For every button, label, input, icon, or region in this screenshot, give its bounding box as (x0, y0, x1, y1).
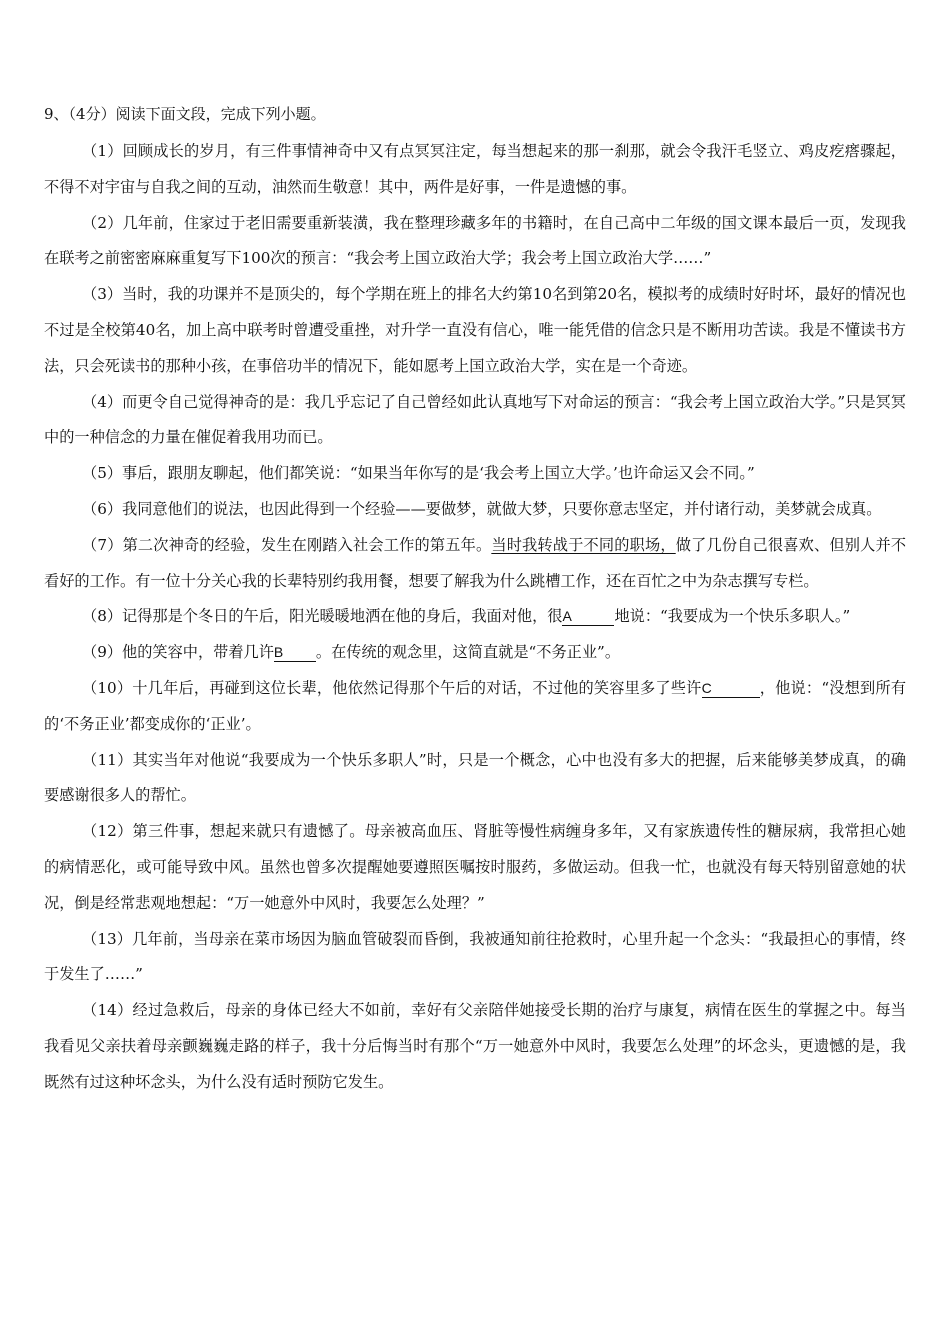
paragraph-8-text-end: 地说：“我要成为一个快乐多职人。” (614, 607, 851, 626)
paragraph-6: （6）我同意他们的说法，也因此得到一个经验——要做梦，就做大梦，只要你意志坚定，并付诸行动，美梦就会成真。 (82, 499, 882, 518)
reading-passage (44, 134, 906, 1101)
paragraph-13: （13）几年前，当母亲在菜市场因为脑血管破裂而昏倒，我被通知前往抢救时，心里升起一个念头：“我最担心的事情，终于发生了……” (44, 929, 906, 984)
paragraph-9 (44, 635, 906, 671)
question-title: 9、（4分）阅读下面文段，完成下列小题。 (44, 105, 326, 123)
blank-a: A (562, 607, 614, 626)
paragraph-12: （12）第三件事，想起来就只有遗憾了。母亲被高血压、肾脏等慢性病缠身多年，又有家族遗传性的糖尿病，我常担心她的病情恶化，或可能导致中风。虽然也曾多次提醒她要遵照医嘱按时服药，多做运动。但我一忙，也就没有每天特别留意她的状况，倒是经常悲观地想起：“万一她意外中风时，我要怎么处理？” (44, 822, 906, 912)
paragraph-10 (44, 671, 906, 743)
paragraph-2: （2）几年前，住家过于老旧需要重新装潢，我在整理珍藏多年的书籍时，在自己高中二年级的国文课本最后一页，发现我在联考之前密密麻麻重复写下100次的预言：“我会考上国立政治大学；我会考上国立政治大学……” (44, 213, 906, 268)
blank-b: B (274, 643, 316, 662)
paragraph-1: （1）回顾成长的岁月，有三件事情神奇中又有点冥冥注定，每当想起来的那一刹那，就会令我汗毛竖立、鸡皮疙瘩骤起，不得不对宇宙与自我之间的互动，油然而生敬意！其中，两件是好事，一件是遗憾的事。 (44, 142, 906, 196)
paragraph-5: （5）事后，跟朋友聊起，他们都笑说：“如果当年你写的是‘我会考上国立大学。’也许命运又会不同。” (82, 464, 755, 483)
paragraph-4: （4）而更令自己觉得神奇的是：我几乎忘记了自己曾经如此认真地写下对命运的预言：“我会考上国立政治大学。”只是冥冥中的一种信念的力量在催促着我用功而已。 (44, 392, 906, 447)
underlined-sentence: 当时我转战于不同的职场， (491, 535, 676, 554)
paragraph-7-text-start: （7）第二次神奇的经验，发生在刚踏入社会工作的第五年。 (82, 535, 492, 554)
paragraph-14: （14）经过急救后，母亲的身体已经大不如前，幸好有父亲陪伴她接受长期的治疗与康复，病情在医生的掌握之中。每当我看见父亲扶着母亲颤巍巍走路的样子，我十分后悔当时有那个“万一她意外中风时，我要怎么处理”的坏念头，更遗憾的是，我既然有过这种坏念头，为什么没有适时预防它发生。 (44, 1001, 906, 1091)
paragraph-10-text-end: ，他说：“没想到所有的‘不务正业’都变成你的‘正业’。 (44, 678, 907, 733)
paragraph-9-text-start: （9）他的笑容中，带着几许 (82, 643, 274, 662)
blank-c: C (702, 679, 760, 698)
paragraph-9-text-end: 。在传统的观念里，这简直就是“不务正业”。 (315, 643, 621, 662)
paragraph-10-text-start: （10）十几年后，再碰到这位长辈，他依然记得那个午后的对话，不过他的笑容里多了些许 (82, 678, 702, 697)
paragraph-8-text-start: （8）记得那是个冬日的午后，阳光暖暖地洒在他的身后，我面对他，很 (82, 607, 563, 626)
paragraph-11: （11）其实当年对他说“我要成为一个快乐多职人”时，只是一个概念，心中也没有多大的把握，后来能够美梦成真，的确要感谢很多人的帮忙。 (44, 750, 906, 805)
paragraph-7-text-end: 做了几份自己很喜欢、但别人并不看好的工作。有一位十分关心我的长辈特别约我用餐，想要了解我为什么跳槽工作，还在百忙之中为杂志撰写专栏。 (44, 535, 907, 590)
paragraph-7 (44, 528, 906, 600)
paragraph-8 (44, 599, 906, 635)
paragraph-3: （3）当时，我的功课并不是顶尖的，每个学期在班上的排名大约第10名到第20名，模拟考的成绩时好时坏，最好的情况也不过是全校第40名，加上高中联考时曾遭受重挫，对升学一直没有信心，唯一能凭借的信念只是不断用功苦读。我是不懂读书方法，只会死读书的那种小孩，在事倍功半的情况下，能如愿考上国立政治大学，实在是一个奇迹。 (44, 285, 906, 375)
